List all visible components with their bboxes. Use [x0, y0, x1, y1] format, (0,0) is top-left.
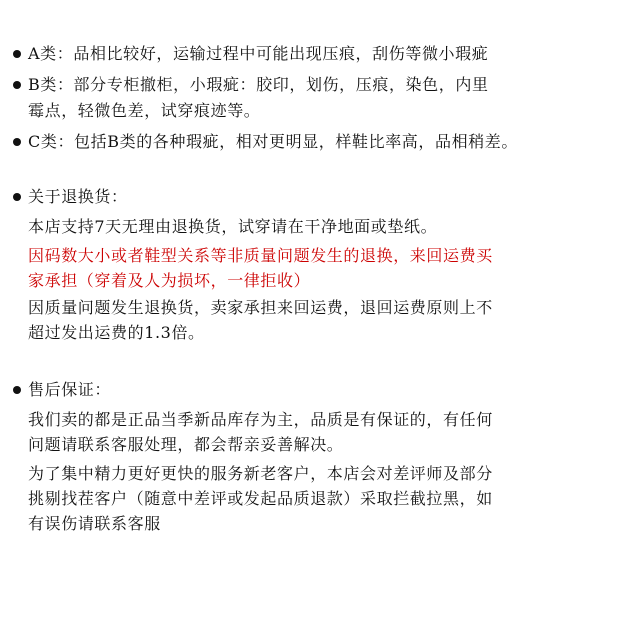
returns-title: 关于退换货：: [28, 187, 128, 206]
grade-c-text: C类：包括B类的各种瑕疵，相对更明显，样鞋比率高，品相稍差。: [28, 132, 519, 151]
bullet-icon: [13, 193, 21, 201]
bullet-icon: [13, 138, 21, 146]
bullet-icon: [13, 50, 21, 58]
bullet-icon: [13, 81, 21, 89]
bullet-icon: [13, 386, 21, 394]
returns-seller-cost-line1: 因质量问题发生退换货，卖家承担来回运费，退回运费原则上不: [28, 298, 493, 317]
returns-seller-cost-line2: 超过发出运费的1.3倍。: [28, 323, 205, 342]
aftersale-blacklist-line2: 挑剔找茬客户（随意中差评或发起品质退款）采取拦截拉黑，如: [28, 489, 493, 508]
aftersale-title: 售后保证：: [28, 380, 112, 399]
grade-b-text-line1: B类：部分专柜撤柜，小瑕疵：胶印，划伤，压痕，染色，内里: [28, 75, 489, 94]
aftersale-guarantee-line2: 问题请联系客服处理，都会帮亲妥善解决。: [28, 435, 344, 454]
grade-b-text-line2: 霉点，轻微色差，试穿痕迹等。: [28, 101, 261, 120]
returns-buyer-cost-line2: 家承担（穿着及人为损坏，一律拒收）: [28, 271, 311, 290]
aftersale-blacklist-line1: 为了集中精力更好更快的服务新老客户，本店会对差评师及部分: [28, 464, 493, 483]
returns-buyer-cost-line1: 因码数大小或者鞋型关系等非质量问题发生的退换，来回运费买: [28, 246, 493, 265]
aftersale-guarantee-line1: 我们卖的都是正品当季新品库存为主，品质是有保证的，有任何: [28, 410, 493, 429]
aftersale-blacklist-line3: 有误伤请联系客服: [28, 514, 161, 533]
grade-a-text: A类：品相比较好，运输过程中可能出现压痕，刮伤等微小瑕疵: [28, 44, 489, 63]
returns-policy-text: 本店支持7天无理由退换货，试穿请在干净地面或垫纸。: [28, 217, 438, 236]
